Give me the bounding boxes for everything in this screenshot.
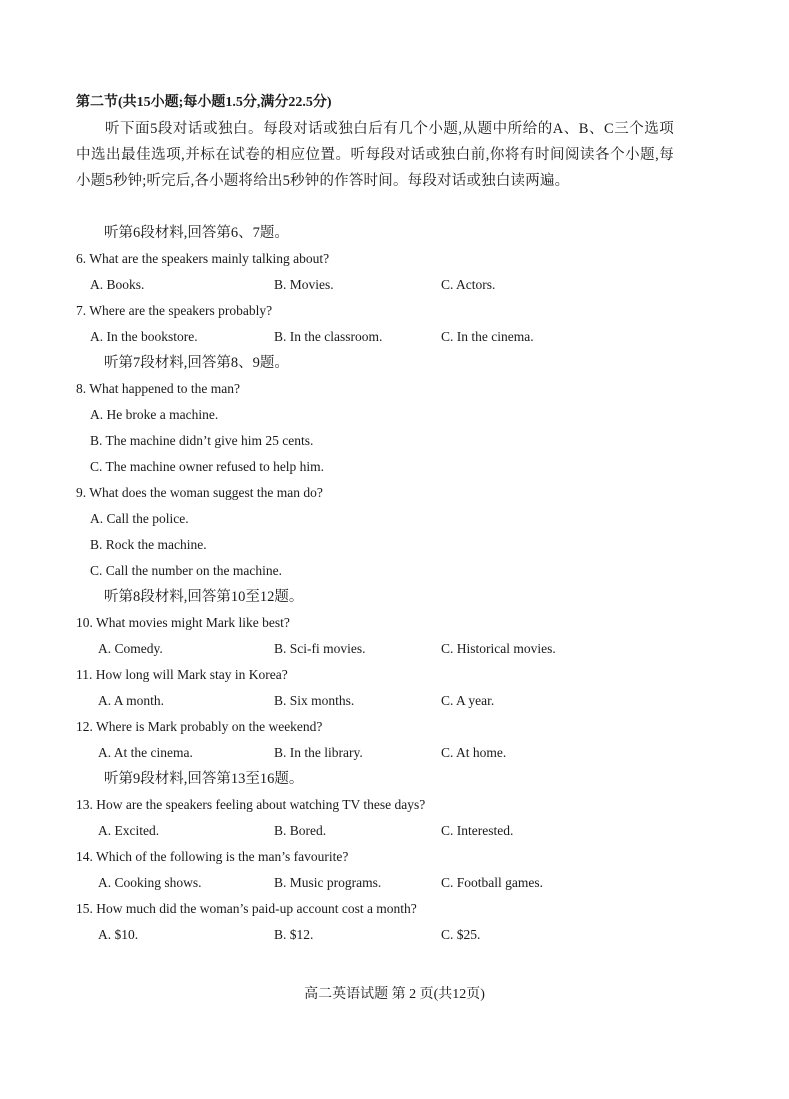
question-13-stem: 13. How are the speakers feeling about watching TV these days? bbox=[76, 797, 426, 812]
question-7-option-a: A. In the bookstore. bbox=[90, 329, 198, 344]
question-13-option-c: C. Interested. bbox=[441, 823, 514, 838]
question-12-option-a: A. At the cinema. bbox=[98, 745, 193, 760]
group-label-9: 听第9段材料,回答第13至16题。 bbox=[104, 771, 304, 787]
question-7-option-b: B. In the classroom. bbox=[274, 329, 383, 344]
question-9-option-b: B. Rock the machine. bbox=[90, 537, 207, 552]
question-8-stem: 8. What happened to the man? bbox=[76, 381, 240, 396]
question-10-option-a: A. Comedy. bbox=[98, 641, 163, 656]
question-11-stem: 11. How long will Mark stay in Korea? bbox=[76, 667, 288, 682]
question-7-option-c: C. In the cinema. bbox=[441, 329, 534, 344]
question-6-option-b: B. Movies. bbox=[274, 277, 334, 292]
group-label-7: 听第7段材料,回答第8、9题。 bbox=[104, 355, 289, 371]
question-6-option-c: C. Actors. bbox=[441, 277, 496, 292]
question-6-stem: 6. What are the speakers mainly talking about? bbox=[76, 251, 330, 266]
question-10-stem: 10. What movies might Mark like best? bbox=[76, 615, 290, 630]
question-9-stem: 9. What does the woman suggest the man do? bbox=[76, 485, 323, 500]
question-14-option-b: B. Music programs. bbox=[274, 875, 382, 890]
page-footer: 高二英语试题 第 2 页(共12页) bbox=[304, 987, 485, 1002]
group-label-8: 听第8段材料,回答第10至12题。 bbox=[104, 589, 304, 605]
question-13-option-a: A. Excited. bbox=[98, 823, 160, 838]
instructions-paragraph: 听下面5段对话或独白。每段对话或独白后有几个小题,从题中所给的A、B、C三个选项中选出最佳选项,并标在试卷的相应位置。听每段对话或独白前,你将有时间阅读各个小题,每小题5秒钟;听完后,各小题将给出5秒钟的作答时间。每段对话或独白读两遍。 bbox=[76, 121, 674, 189]
question-8-option-c: C. The machine owner refused to help him. bbox=[90, 459, 325, 474]
question-10-option-b: B. Sci-fi movies. bbox=[274, 641, 366, 656]
question-9-option-a: A. Call the police. bbox=[90, 511, 189, 526]
question-12-option-c: C. At home. bbox=[441, 745, 507, 760]
question-9-option-c: C. Call the number on the machine. bbox=[90, 563, 282, 578]
question-14-option-a: A. Cooking shows. bbox=[98, 875, 202, 890]
question-12-option-b: B. In the library. bbox=[274, 745, 363, 760]
question-7-stem: 7. Where are the speakers probably? bbox=[76, 303, 273, 318]
question-14-stem: 14. Which of the following is the man’s favourite? bbox=[76, 849, 349, 864]
question-10-option-c: C. Historical movies. bbox=[441, 641, 556, 656]
question-8-option-a: A. He broke a machine. bbox=[90, 407, 219, 422]
question-13-option-b: B. Bored. bbox=[274, 823, 327, 838]
group-label-6: 听第6段材料,回答第6、7题。 bbox=[104, 225, 289, 241]
question-15-stem: 15. How much did the woman’s paid-up account cost a month? bbox=[76, 901, 417, 916]
section-header: 第二节(共15小题;每小题1.5分,满分22.5分) bbox=[76, 95, 332, 110]
question-12-stem: 12. Where is Mark probably on the weekend? bbox=[76, 719, 323, 734]
question-11-option-b: B. Six months. bbox=[274, 693, 355, 708]
question-14-option-c: C. Football games. bbox=[441, 875, 543, 890]
question-6-option-a: A. Books. bbox=[90, 277, 145, 292]
question-15-option-b: B. $12. bbox=[274, 927, 314, 942]
question-15-option-c: C. $25. bbox=[441, 927, 481, 942]
question-11-option-a: A. A month. bbox=[98, 693, 165, 708]
question-15-option-a: A. $10. bbox=[98, 927, 139, 942]
question-8-option-b: B. The machine didn’t give him 25 cents. bbox=[90, 433, 314, 448]
question-11-option-c: C. A year. bbox=[441, 693, 495, 708]
